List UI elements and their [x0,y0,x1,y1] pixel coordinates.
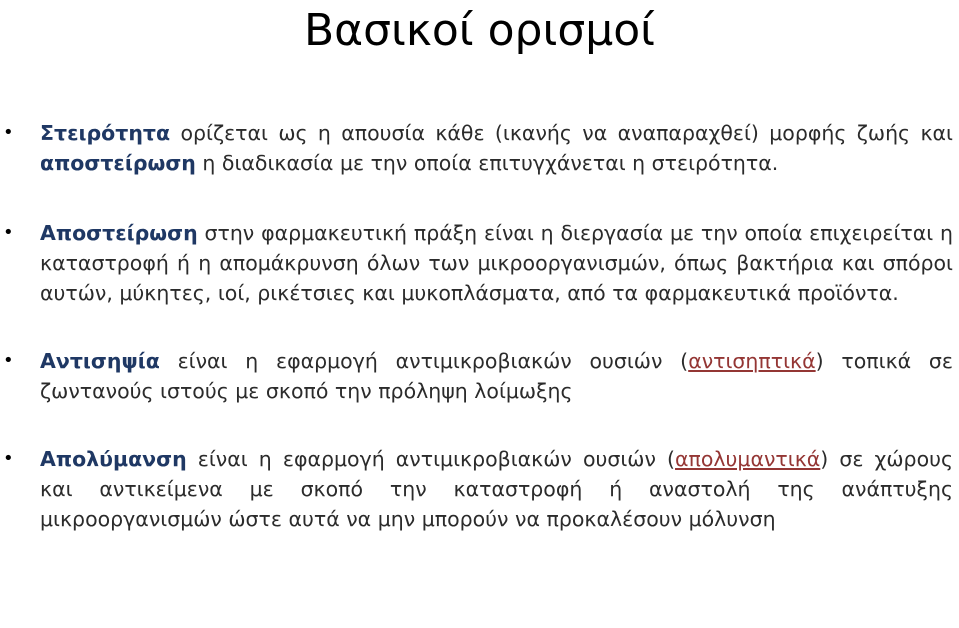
bullet-text: είναι η εφαρμογή αντιμικροβιακών ουσιών ( [159,349,689,373]
bullet-text: ορίζεται ως η απουσία κάθε (ικανής να αναπαραχθεί) μορφής ζωής και [170,121,953,145]
bullet-text: ) τοπικά σε ζωντανούς ιστούς με σκοπό την πρόληψη λοίμωξης [40,349,953,403]
bullet-dot-icon: • [3,122,14,143]
bullet-text: είναι η εφαρμογή αντιμικροβιακών ουσιών ( [186,447,676,471]
bullet-text: η διαδικασία με την οποία επιτυγχάνεται η στειρότητα. [195,151,779,175]
link-disinfectants[interactable]: απολυμαντικά [675,447,821,471]
link-antiseptics[interactable]: αντισηπτικά [688,349,816,373]
term-sterilization: αποστείρωση [40,151,196,175]
term-sterility: Στειρότητα [40,121,171,145]
bullet-dot-icon: • [3,448,14,469]
bullet-item-antisepsis [0,346,959,406]
bullet-dot-icon: • [3,222,14,243]
bullet-item-sterility [0,118,959,178]
slide-title: Βασικοί ορισμοί [303,5,656,56]
bullet-list [0,118,959,534]
bullet-text: στην φαρμακευτική πράξη είναι η διεργασία με την οποία επιχειρείται η καταστροφή ή η απομάκρυνση όλων των μικροοργανισμών, όπως βακτήρια και σπόροι αυτών, μύκητες, ιοί, ρικέτσιες και μυκοπλάσματα, από τα φαρμακευτικά προϊόντα. [40,221,953,305]
bullet-text: ) σε χώρους και αντικείμενα με σκοπό την καταστροφή ή αναστολή της ανάπτυξης μικροοργανισμών ώστε αυτά να μην μπορούν να προκαλέσουν μόλυνση [40,447,954,531]
bullet-item-disinfection [0,444,959,534]
bullet-item-sterilization [0,218,959,308]
term-disinfection: Απολύμανση [40,447,187,471]
bullet-dot-icon: • [3,350,14,371]
term-sterilization: Αποστείρωση [40,221,198,245]
term-antisepsis: Αντισηψία [40,349,160,373]
